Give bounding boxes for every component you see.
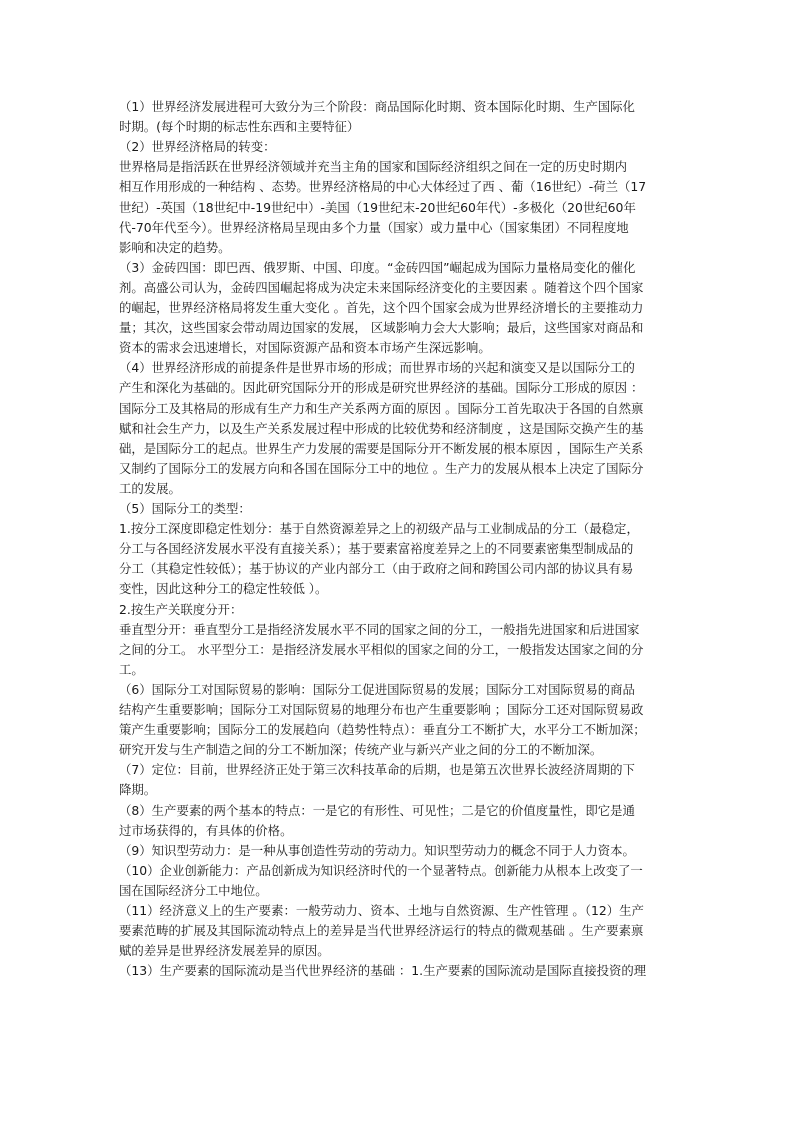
text-line: 赋的差异是世界经济发展差异的原因。 [119,943,330,959]
text-line: 相互作用形成的一种结构 、态势。世界经济格局的中心大体经过了西 、葡（16世纪）-荷兰（17 [119,179,647,195]
text-line: 的崛起，世界经济格局将发生重大变化 。首先，这个四个国家会成为世界经济增长的主要推动力 [119,300,644,315]
text-line: （7）定位：目前，世界经济正处于第三次科技革命的后期，也是第五次世界长波经济周期的下 [119,762,635,778]
text-line: 影响和决定的趋势。 [119,239,231,255]
text-line: 之间的分工。 水平型分工：是指经济发展水平相似的国家之间的分工，一般指发达国家之间的分 [119,641,644,657]
text-line: 分工（其稳定性较低）；基于协议的产业内部分工（由于政府之间和跨国公司内部的协议具有易 [119,561,634,577]
text-line: 赋和社会生产力，以及生产关系发展过程中形成的比较优势和经济制度 ，这是国际交换产生的基 [119,420,644,436]
text-line: （4）世界经济形成的前提条件是世界市场的形成；而世界市场的兴起和演变又是以国际分工的 [119,360,635,376]
text-line: （6）国际分工对国际贸易的影响：国际分工促进国际贸易的发展；国际分工对国际贸易的商品 [119,681,635,697]
text-line: （11）经济意义上的生产要素：一般劳动力、资本、土地与自然资源、生产性管理 。（12）生产 [119,903,644,918]
text-line: （9）知识型劳动力：是一种从事创造性劳动的劳动力。知识型劳动力的概念不同于人力资本。 [119,842,635,858]
text-line: （10）企业创新能力：产品创新成为知识经济时代的一个显著特点。创新能力从根本上改变了一 [119,862,643,878]
text-line: 时期。(每个时期的标志性东西和主要特征） [119,119,360,135]
text-line: （13）生产要素的国际流动是当代世界经济的基础 ：1.生产要素的国际流动是国际直接投资的理 [119,963,647,979]
text-line: 工的发展。 [119,480,181,496]
text-line: 结构产生重要影响；国际分工对国际贸易的地理分布也产生重要影响 ；国际分工还对国际贸易政 [119,702,644,717]
text-line: 1.按分工深度即稳定性划分：基于自然资源差异之上的初级产品与工业制成品的分工（最稳定， [119,521,639,537]
text-line: 世纪）-英国（18世纪中-19世纪中）-美国（19世纪末-20世纪60年代）-多极化（20世纪60年 [119,199,636,215]
text-line: 量；其次，这些国家会带动周边国家的发展， 区域影响力会大大影响；最后，这些国家对商品和 [119,320,644,336]
text-line: 础，是国际分工的起点。世界生产力发展的需要是国际分开不断发展的根本原因 ，国际生产关系 [119,440,644,456]
text-line: 变性，因此这种分工的稳定性较低 ）。 [119,581,328,597]
text-line: 剂。高盛公司认为，金砖四国崛起将成为决定未来国际经济变化的主要因素 。随着这个四个国家 [119,279,644,295]
text-line: 2.按生产关联度分开： [119,601,243,617]
text-line: （3）金砖四国：即巴西、俄罗斯、中国、印度。“金砖四国”崛起成为国际力量格局变化的催化 [119,259,636,275]
text-line: （2）世界经济格局的转变： [119,139,276,155]
text-line: 代-70年代至今）。世界经济格局呈现由多个力量（国家）或力量中心（国家集团）不同程度地 [119,219,629,235]
text-line: 世界格局是指活跃在世界经济领域并充当主角的国家和国际经济组织之间在一定的历史时期内 [119,159,628,175]
text-line: 策产生重要影响；国际分工的发展趋向（趋势性特点）：垂直分工不断扩大，水平分工不断加深； [119,722,646,738]
text-line: （5）国际分工的类型： [119,501,251,516]
text-line: 产生和深化为基础的。因此研究国际分开的形成是研究世界经济的基础。国际分工形成的原因 ： [119,380,644,396]
text-line: 过市场获得的，有具体的价格。 [119,822,293,838]
text-line: 资本的需求会迅速增长，对国际资源产品和资本市场产生深远影响。 [119,340,491,356]
text-line: 国在国际经济分工中地位。 [119,882,268,898]
text-line: 降期。 [119,782,157,798]
text-line: 要素范畴的扩展及其国际流动特点上的差异是当代世界经济运行的特点的微观基础 。生产要素禀 [119,923,644,939]
text-line: 又制约了国际分工的发展方向和各国在国际分工中的地位 。生产力的发展从根本上决定了国际分 [119,460,644,476]
text-line: 工。 [119,661,144,677]
text-line: 研究开发与生产制造之间的分工不断加深；传统产业与新兴产业之间的分工的不断加深。 [119,742,603,758]
text-line: 国际分工及其格局的形成有生产力和生产关系两方面的原因 。国际分工首先取决于各国的自然禀 [119,400,644,416]
text-line: 垂直型分开：垂直型分工是指经济发展水平不同的国家之间的分工，一般指先进国家和后进国家 [119,621,640,637]
text-line: 分工与各国经济发展水平没有直接关系）；基于要素富裕度差异之上的不同要素密集型制成品的 [119,541,634,557]
text-line: （1）世界经济发展进程可大致分为三个阶段：商品国际化时期、资本国际化时期、生产国际化 [119,99,635,114]
text-line: （8）生产要素的两个基本的特点：一是它的有形性、可见性；二是它的价值度量性，即它是通 [119,802,635,818]
